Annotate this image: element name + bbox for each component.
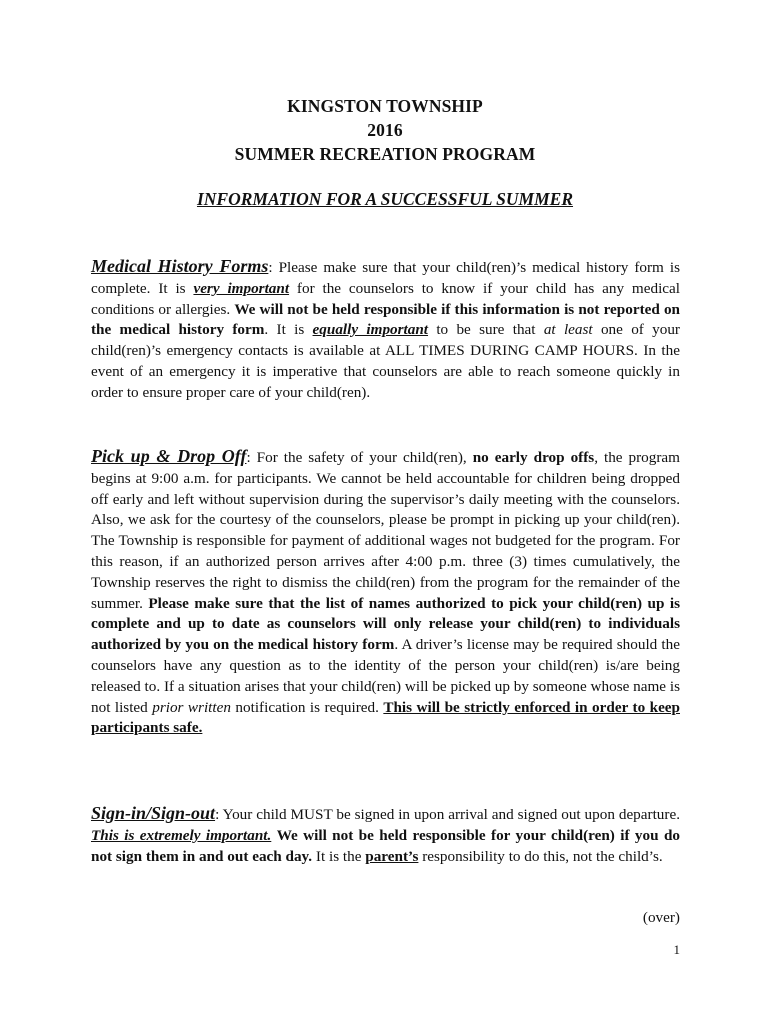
medical-text-4: to be sure that: [428, 321, 544, 339]
pickup-text-2: , the program begins at 9:00 a.m. for participants. We cannot be held accountable for children being dropped off early and left without supervision during the supervisor’s daily meeting with the counselors. Also, we ask for the courtesy of the counselors, please be prompt in picking up your child(ren). The Township is responsible for payment of additional wages not budgeted for the program. For this reason, if an authorized person arrives after 4:00 p.m. three (3) times cumulatively, the Township reserves the right to dismiss the child(ren) from the program for the remainder of the summer.: [91, 449, 680, 612]
pickup-text-3: . A driver’s license may be required should the counselors have any question as to the identity of the person your child(ren) is/are being released to. If a situation arises that your child(ren) will be picked up by someone whose name is not listed: [91, 636, 680, 716]
pickup-italic-1: prior written: [152, 698, 231, 716]
medical-emphasis-2: equally important: [312, 321, 429, 339]
signin-bold-1: We will not be held responsible for your child(ren) if you do not sign them in and out each day.: [91, 826, 680, 865]
medical-text-2: for the counselors to know if your child has any medical conditions or allergies.: [91, 279, 680, 318]
signin-emphasis-1: This is extremely important.: [91, 826, 272, 844]
pickup-bold-2: Please make sure that the list of names authorized to pick your child(ren) up is complete and up to date as counselors will only release your child(ren) to individuals authorized by you on the medical history form: [91, 594, 681, 654]
medical-history-heading: Medical History Forms: [91, 256, 269, 276]
signin-signout-paragraph: [91, 803, 680, 867]
medical-emphasis-1: very important: [193, 279, 290, 297]
document-subtitle: INFORMATION FOR A SUCCESSFUL SUMMER: [196, 189, 574, 209]
pickup-bold-1: no early drop offs: [472, 449, 595, 466]
pickup-dropoff-heading: Pick up & Drop Off: [91, 446, 247, 466]
org-name: KINGSTON TOWNSHIP: [287, 96, 483, 116]
medical-text-5: one of your child(ren)’s emergency contacts is available at ALL TIMES DURING CAMP HOURS. In the event of an emergency it is imperative that counselors are able to reach someone quickly in order to ensure proper care of your child(ren).: [91, 321, 680, 401]
signin-text-4: responsibility to do this, not the child’s.: [418, 847, 663, 865]
medical-bold-1: We will not be held responsible if this information is not reported on the medical history form: [91, 300, 680, 339]
signin-text-1: : Your child MUST be signed in upon arrival and signed out upon departure.: [215, 806, 680, 823]
signin-bold-underline-1: parent’s: [365, 847, 419, 865]
pickup-dropoff-paragraph: [91, 446, 680, 739]
medical-text-1: : Please make sure that your child(ren)’s medical history form is complete. It is: [91, 259, 680, 297]
program-year: 2016: [367, 120, 403, 140]
pickup-text-1: : For the safety of your child(ren),: [246, 449, 473, 466]
medical-history-paragraph: [91, 256, 680, 404]
program-title: SUMMER RECREATION PROGRAM: [234, 144, 536, 164]
signin-text-3: It is the: [312, 847, 366, 865]
signin-signout-heading: Sign-in/Sign-out: [91, 803, 216, 823]
pickup-text-4: notification is required.: [230, 698, 384, 716]
over-note: (over): [642, 909, 680, 926]
medical-italic-1: at least: [543, 321, 593, 339]
pickup-bold-underline-1: This will be strictly enforced in order to keep participants safe.: [91, 698, 680, 737]
page-number: 1: [673, 942, 680, 957]
document-header: [0, 94, 770, 166]
medical-text-3: . It is: [264, 321, 313, 339]
